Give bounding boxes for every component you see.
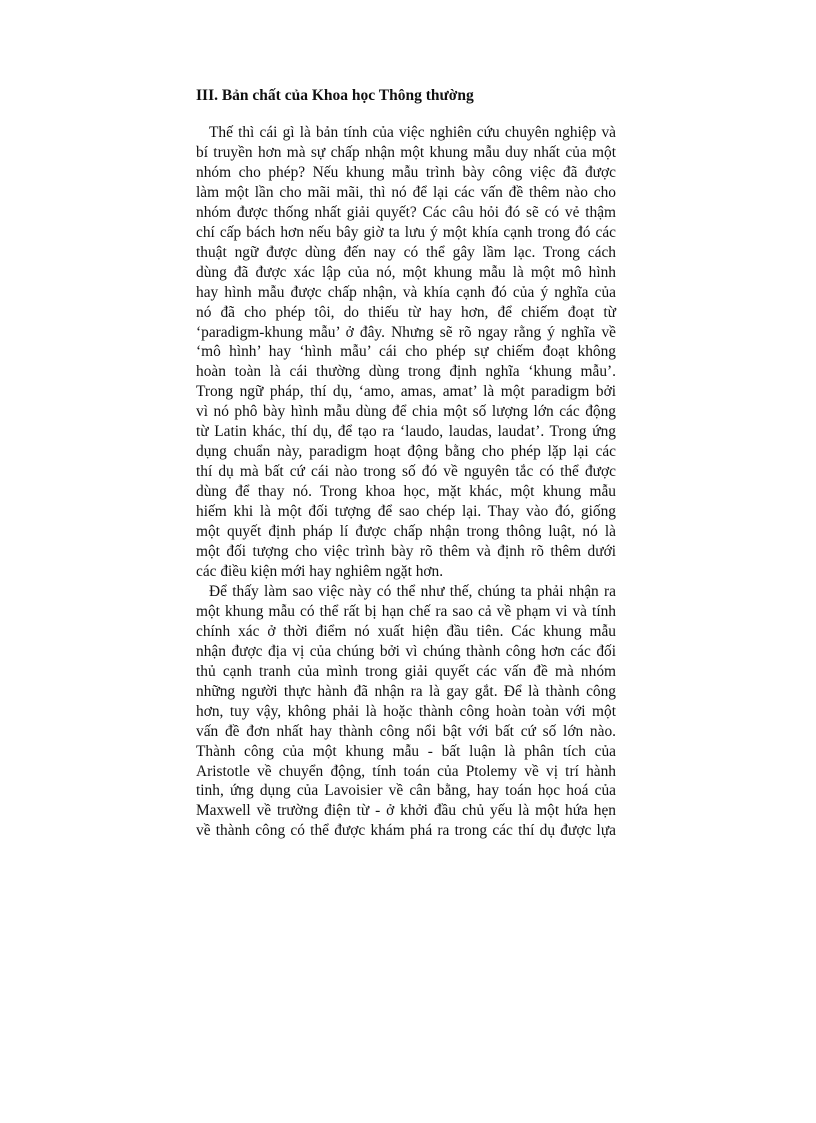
text-line: một quyết định pháp lí được chấp nhận trong thông luật, nó là: [196, 523, 616, 541]
text-line: vì nó phô bày hình mẫu dùng để chia một số lượng lớn các động: [196, 403, 616, 421]
section-heading: III. Bản chất của Khoa học Thông thường: [196, 87, 474, 104]
text-line: hay hình mẫu được chấp nhận, và khía cạnh đó của ý nghĩa của: [196, 283, 616, 301]
text-line: chính xác ở thời điểm nó xuất hiện đầu tiên. Các khung mẫu: [196, 622, 616, 640]
text-line: Thế thì cái gì là bản tính của việc nghiên cứu chuyên nghiệp và: [209, 124, 616, 141]
text-line: ‘mô hình’ hay ‘hình mẫu’ cái cho phép sự chiếm đoạt không: [196, 343, 616, 361]
text-line: hiếm khi là một đối tượng để sao chép lại. Thay vào đó, giống: [196, 503, 616, 521]
text-line: thí dụ mà bất cứ cái nào trong số đó về nguyên tắc có thể được: [196, 463, 616, 481]
text-line: một khung mẫu có thể rất bị hạn chế ra sao cả về phạm vi và tính: [196, 602, 616, 620]
text-line: Maxwell về trường điện từ - ở khởi đầu chủ yếu là một hứa hẹn: [196, 802, 616, 820]
text-line: hơn, tuy vậy, không phải là hoặc thành công hoàn toàn với một: [196, 702, 616, 720]
text-line: một đối tượng cho việc trình bày rõ thêm và định rõ thêm dưới: [196, 543, 616, 561]
paragraph: [196, 123, 616, 582]
text-line: dụng chuẩn này, paradigm hoạt động bằng cho phép lặp lại các: [196, 443, 616, 461]
text-line: nhóm được thống nhất giải quyết? Các câu hỏi đó sẽ có vẻ thậm: [196, 203, 616, 221]
text-line: ‘paradigm-khung mẫu’ ở đây. Nhưng sẽ rõ ngay rằng ý nghĩa về: [196, 323, 616, 341]
paragraph: [196, 582, 616, 841]
text-line: hoàn toàn là cái thường dùng trong định nghĩa ‘khung mẫu’.: [196, 363, 616, 381]
text-line: những người thực hành đã nhận ra là gay gắt. Để là thành công: [196, 682, 616, 700]
text-line: Để thấy làm sao việc này có thể như thế, chúng ta phải nhận ra: [209, 582, 616, 600]
text-line: dùng để thay nó. Trong khoa học, mặt khác, một khung mẫu: [196, 483, 616, 501]
text-line: chí cấp bách hơn nếu bây giờ ta lưu ý một khía cạnh trong đó các: [196, 223, 616, 241]
text-line: thuật ngữ được dùng đến nay có thể gây lầm lạc. Trong cách: [196, 243, 616, 261]
text-line: về thành công có thể được khám phá ra trong các thí dụ được lựa: [196, 822, 616, 840]
text-line: dùng đã được xác lập của nó, một khung mẫu là một mô hình: [196, 263, 616, 281]
text-line: Thành công của một khung mẫu - bất luận là phân tích của: [196, 742, 616, 760]
text-line: bí truyền hơn mà sự chấp nhận một khung mẫu duy nhất của một: [196, 143, 616, 161]
text-line: Trong ngữ pháp, thí dụ, ‘amo, amas, amat’ là một paradigm bởi: [196, 383, 616, 401]
text-line: thủ cạnh tranh của mình trong giải quyết các vấn đề mà nhóm: [196, 662, 616, 680]
text-line: làm một lần cho mãi mãi, thì nó để lại các vấn đề thêm nào cho: [196, 183, 616, 201]
text-line: Aristotle về chuyển động, tính toán của Ptolemy về vị trí hành: [196, 762, 616, 780]
text-line: nhận được địa vị của chúng bởi vì chúng thành công hơn các đối: [196, 642, 616, 660]
text-line: nó đã cho phép tôi, do thiếu từ hay hơn, để chiếm đoạt từ: [196, 303, 616, 321]
text-line: các điều kiện mới hay nghiêm ngặt hơn.: [196, 562, 444, 580]
text-line: vấn đề đơn nhất hay thành công nổi bật với bất cứ số lớn nào.: [196, 722, 616, 740]
text-line: tinh, ứng dụng của Lavoisier về cân bằng, hay toán học hoá của: [196, 782, 616, 800]
text-line: nhóm cho phép? Nếu khung mẫu trình bày công việc đã được: [196, 163, 616, 181]
text-line: từ Latin khác, thí dụ, để tạo ra ‘laudo, laudas, laudat’. Trong ứng: [196, 423, 616, 441]
document-page: [196, 86, 616, 841]
